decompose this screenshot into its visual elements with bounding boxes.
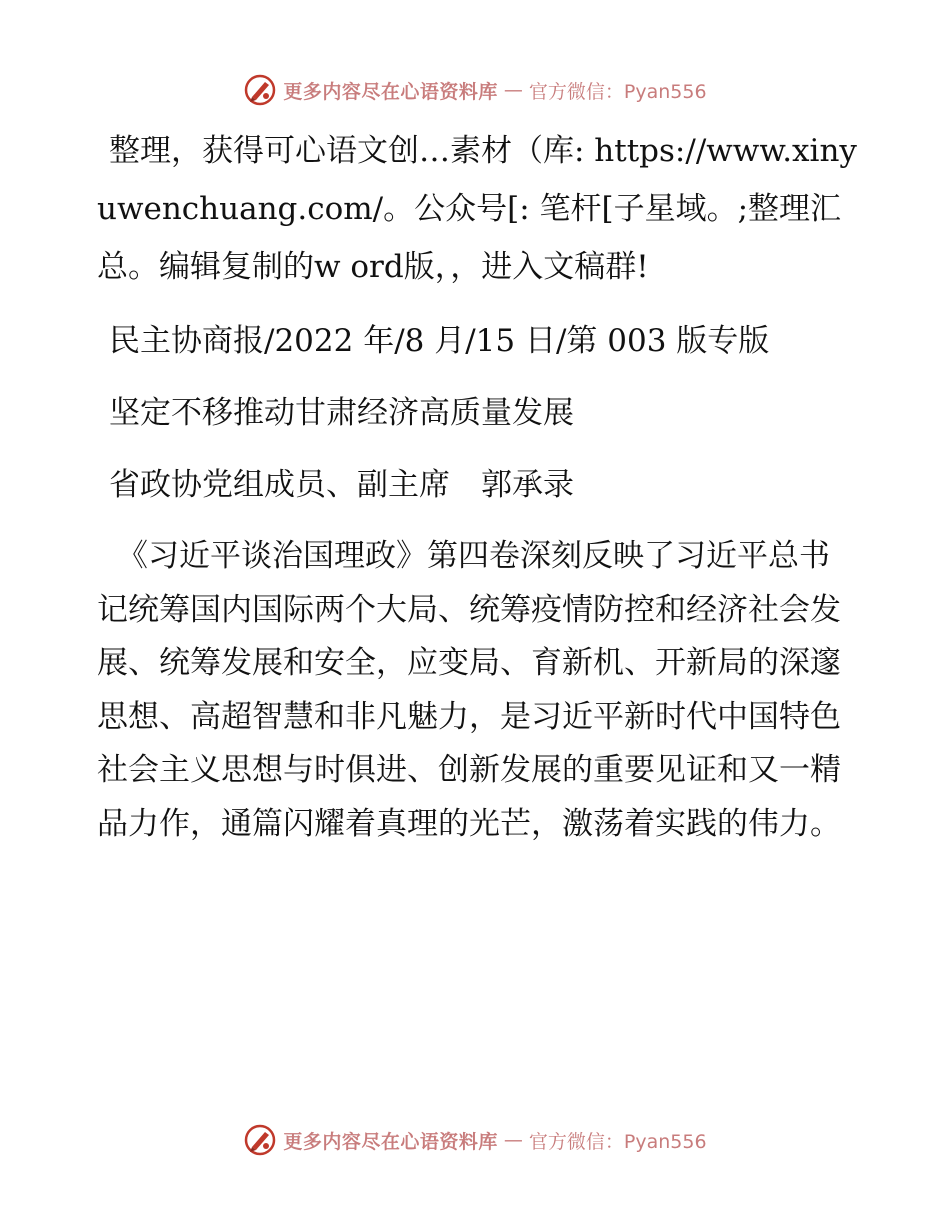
intro-paragraph: 整理，获得可心语文创…素材（库: https://www.xinyuwenchuang.com/。公众号[: 笔杆[子星域。;整理汇总。编辑复制的w ord版，，进入文稿群! <box>97 133 857 285</box>
article-title: 坚定不移推动甘肃经济高质量发展 <box>109 395 574 431</box>
pen-logo-icon <box>243 1123 277 1157</box>
article-author: 省政协党组成员、副主席 郭承录 <box>109 467 574 503</box>
banner-dash: — <box>503 1129 523 1151</box>
banner-main-text: 更多内容尽在心语资料库 <box>283 80 498 103</box>
banner-main-text: 更多内容尽在心语资料库 <box>283 1130 498 1153</box>
document-body <box>97 122 857 851</box>
footer-watermark-banner <box>0 1120 950 1160</box>
banner-wechat-text: 官方微信：Pyan556 <box>528 80 707 103</box>
banner-dash: — <box>503 79 523 101</box>
banner-wechat-text: 官方微信：Pyan556 <box>528 1130 707 1153</box>
header-watermark-banner <box>0 70 950 110</box>
article-source: 民主协商报/2022 年/8 月/15 日/第 003 版专版 <box>109 323 770 359</box>
pen-logo-icon <box>243 73 277 107</box>
article-paragraph: 《习近平谈治国理政》第四卷深刻反映了习近平总书记统筹国内国际两个大局、统筹疫情防控和经济社会发展、统筹发展和安全，应变局、育新机、开新局的深邃思想、高超智慧和非凡魅力，是习近平新时代中国特色社会主义思想与时俱进、创新发展的重要见证和又一精品力作，通篇闪耀着真理的光芒，激荡着实践的伟力。 <box>97 538 841 842</box>
